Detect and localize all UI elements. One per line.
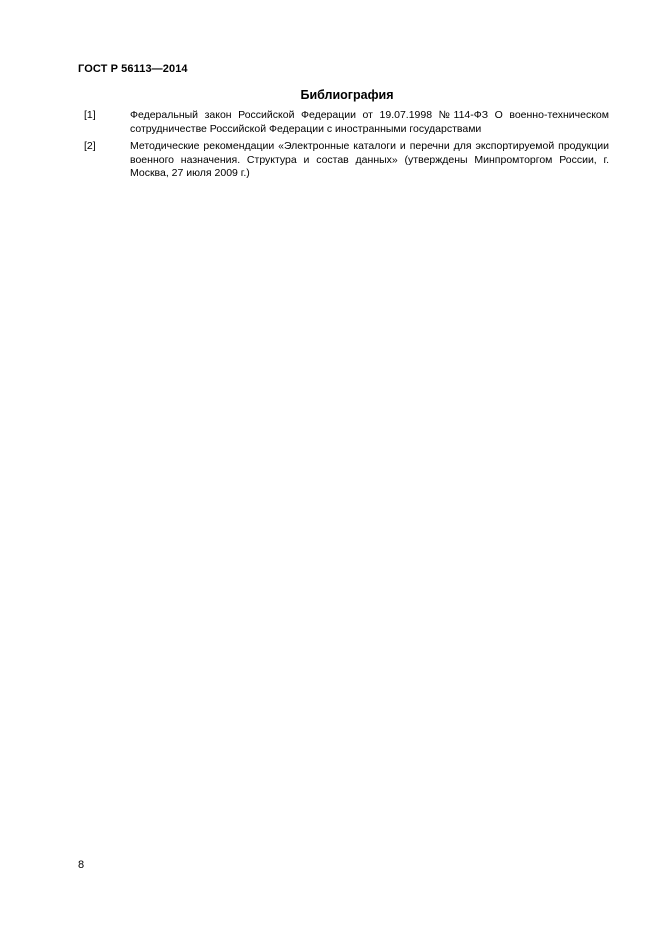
bibliography-number: [2] bbox=[84, 140, 96, 152]
bibliography-list bbox=[84, 109, 609, 185]
bibliography-item bbox=[84, 140, 609, 181]
bibliography-text: Федеральный закон Российской Федерации от 19.07.1998 №114-ФЗ О военно-техническом сотрудничестве Российской Федерации с иностранными государствами bbox=[130, 109, 609, 135]
standard-id: ГОСТ Р 56113—2014 bbox=[78, 63, 188, 75]
bibliography-item bbox=[84, 109, 609, 136]
bibliography-number: [1] bbox=[84, 109, 96, 121]
bibliography-text: Методические рекомендации «Электронные каталоги и перечни для экспортируемой продукции военного назначения. Структура и состав данных» (утверждены Минпромторгом России, г. Москва, 27 июля 2009 г.) bbox=[130, 140, 609, 179]
page-number: 8 bbox=[78, 859, 85, 871]
section-title: Библиография bbox=[300, 88, 394, 102]
